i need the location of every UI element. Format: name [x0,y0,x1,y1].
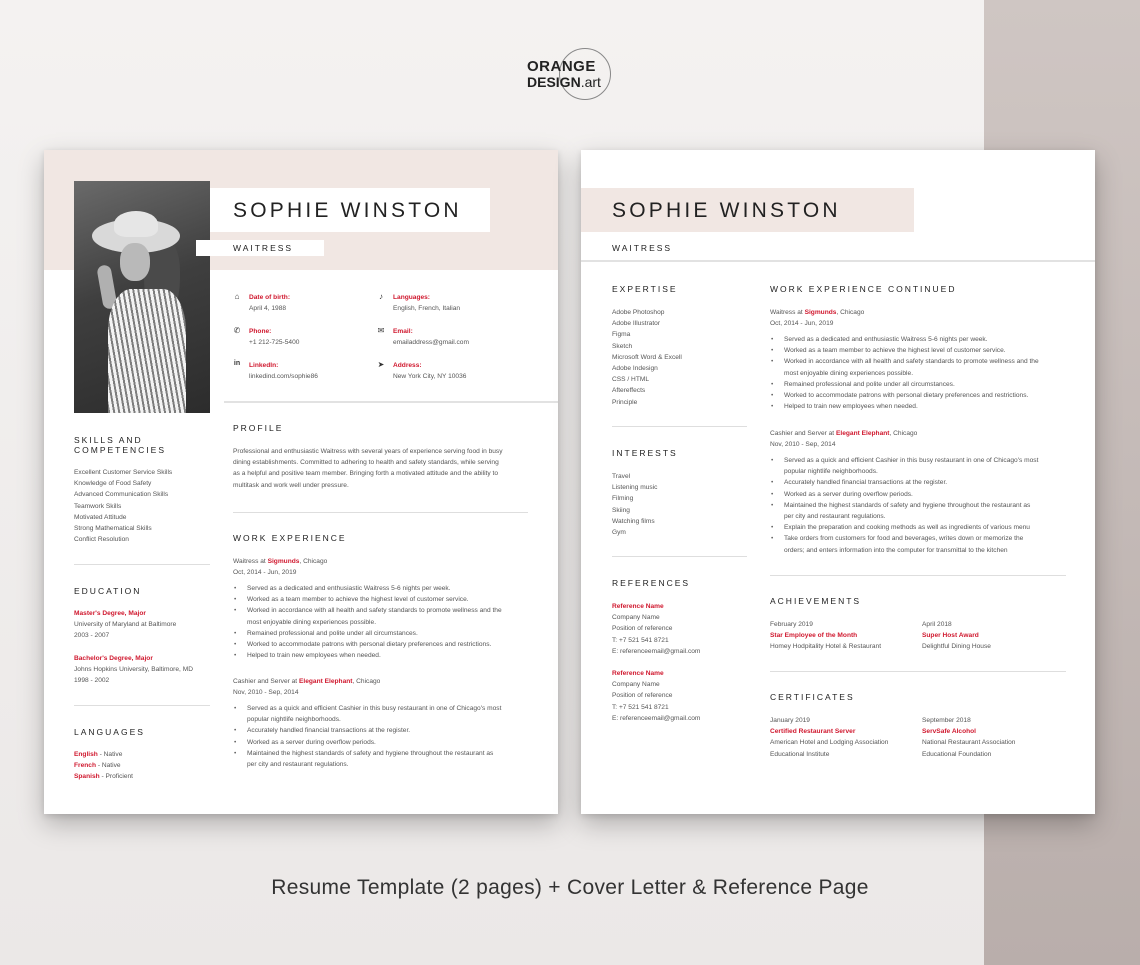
logo-line1: ORANGE [527,58,596,75]
contact-email: Email: emailaddress@gmail.com [393,328,469,346]
contact-phone: Phone: +1 212-725-5400 [249,328,300,346]
expertise-title: EXPERTISE [612,284,678,294]
divider [74,564,210,565]
languages-title: LANGUAGES [74,727,145,737]
location-arrow-icon: ➤ [377,360,385,369]
role-box [196,240,324,256]
divider [74,705,210,706]
contact-birth: Date of birth: April 4, 1988 [249,294,291,312]
job-bullets: • Served as a dedicated and enthusiastic Waitress 5-6 nights per week. • Worked as a team member to achieve the highest level of customer service. • Worked in accordance with all health and safety standards to promote wellness and the most enjoyable dining experiences possible. • Remained professional and polite under all circumstances. • Worked to accommodate patrons with personal dietary preferences and restrictions. • Helped to train new employees when needed. [233,583,502,661]
job-heading: Cashier and Server at Elegant Elephant, Chicago Nov, 2010 - Sep, 2014 [233,678,381,697]
divider [581,260,1095,262]
expertise-list: Adobe Photoshop Adobe Illustrator Figma Sketch Microsoft Word & Excell Adobe Indesign CSS / HTML Aftereffects Principle [612,309,682,406]
job-heading: Cashier and Server at Elegant Elephant, Chicago Nov, 2010 - Sep, 2014 [770,430,918,449]
certificate-item: September 2018 ServSafe Alcohol National Restaurant Association Educational Foundation [922,717,1016,758]
phone-icon: ✆ [233,326,241,335]
product-caption: Resume Template (2 pages) + Cover Letter & Reference Page [271,876,869,899]
job-heading: Waitress at Sigmunds, Chicago Oct, 2014 - Jun, 2019 [233,558,328,577]
mail-icon: ✉ [377,326,385,335]
candidate-role: WAITRESS [233,243,294,253]
candidate-role: WAITRESS [612,243,673,253]
reference-item: Reference Name Company Name Position of reference T: +7 521 541 8721 E: referenceemail@gmail.com [612,603,701,655]
logo-line2: DESIGN.art [527,74,601,90]
divider [770,671,1066,672]
resume-page-2 [581,150,1095,814]
contact-linkedin: LinkedIn: linkedind.com/sophie86 [249,362,318,380]
job-bullets: • Served as a quick and efficient Cashier in this busy restaurant in one of Chicago's most popular nightlife neighborhoods. • Accurately handled financial transactions at the register. • Worked as a server during overflow periods. • Maintained the highest standards of safety and hygiene throughout the restaurant as per city and restaurant regulations. • Explain the preparation and cooking methods as well as ingredients of various menu • Take orders from customers for food and beverages, writes down or memorize the orders; and enters information into the computer for transmittal to the kitchen [770,455,1038,556]
job-bullets: • Served as a dedicated and enthusiastic Waitress 5-6 nights per week. • Worked as a team member to achieve the highest level of customer service. • Worked in accordance with all health and safety standards to promote wellness and the most enjoyable dining experiences possible. • Remained professional and polite under all circumstances. • Worked to accommodate patrons with personal dietary preferences and restrictions. • Helped to train new employees when needed. [770,334,1039,412]
profile-photo [74,181,210,413]
certificates-title: CERTIFICATES [770,692,855,702]
languages-list: English - Native French - Native Spanish - Proficient [74,751,134,781]
name-box [210,188,490,232]
brand-logo [527,46,617,102]
skills-list: Excellent Customer Service Skills Knowledge of Food Safety Advanced Communication Skills Teamwork Skills Motivated Attitude Strong Mathematical Skills Conflict Resolution [74,469,173,544]
profile-text: Professional and enthusiastic Waitress with several years of experience serving food in busy dining establishments. Committed to adhering to health and safety standards, while serving as a helpful and positive team member. Bringing forth a motivated attitude and the ability to multitask and work well under pressure. [233,448,503,489]
microphone-icon: ♪ [379,292,383,301]
interests-list: Travel Listening music Filming Skiing Watching films Gym [612,473,658,537]
work-continued-title: WORK EXPERIENCE CONTINUED [770,284,957,294]
achievement-item: April 2018 Super Host Award Delightful Dining House [922,621,991,651]
interests-title: INTERESTS [612,448,678,458]
certificate-item: January 2019 Certified Restaurant Server American Hotel and Lodging Association Educational Institute [770,717,889,758]
resume-page-1 [44,150,558,814]
profile-title: PROFILE [233,423,284,433]
job-heading: Waitress at Sigmunds, Chicago Oct, 2014 - Jun, 2019 [770,309,865,328]
divider [612,426,747,427]
divider [224,401,558,403]
work-title: WORK EXPERIENCE [233,533,347,543]
education-item: Bachelor's Degree, Major Johns Hopkins University, Baltimore, MD 1998 - 2002 [74,655,193,685]
gift-icon: ⌂ [234,292,240,301]
divider [770,575,1066,576]
skills-title-2: COMPETENCIES [74,445,167,455]
reference-item: Reference Name Company Name Position of reference T: +7 521 541 8721 E: referenceemail@gmail.com [612,670,701,722]
name-box [581,188,914,232]
education-item: Master's Degree, Major University of Maryland at Baltimore 2003 - 2007 [74,610,177,640]
candidate-name: SOPHIE WINSTON [233,199,462,222]
divider [233,512,528,513]
education-title: EDUCATION [74,586,142,596]
job-bullets: • Served as a quick and efficient Cashier in this busy restaurant in one of Chicago's most popular nightlife neighborhoods. • Accurately handled financial transactions at the register. • Worked as a server during overflow periods. • Maintained the highest standards of safety and hygiene throughout the restaurant as per city and restaurant regulations. [233,703,501,770]
achievements-title: ACHIEVEMENTS [770,596,862,606]
references-title: REFERENCES [612,578,691,588]
contact-languages: Languages: English, French, Italian [393,294,461,312]
achievement-item: February 2019 Star Employee of the Month Homey Hodpitality Hotel & Restaurant [770,621,882,651]
candidate-name: SOPHIE WINSTON [612,199,841,222]
skills-title-1: SKILLS AND [74,435,143,445]
linkedin-icon: in [233,360,241,367]
contact-address: Address: New York City, NY 10036 [393,362,467,380]
divider [612,556,747,557]
